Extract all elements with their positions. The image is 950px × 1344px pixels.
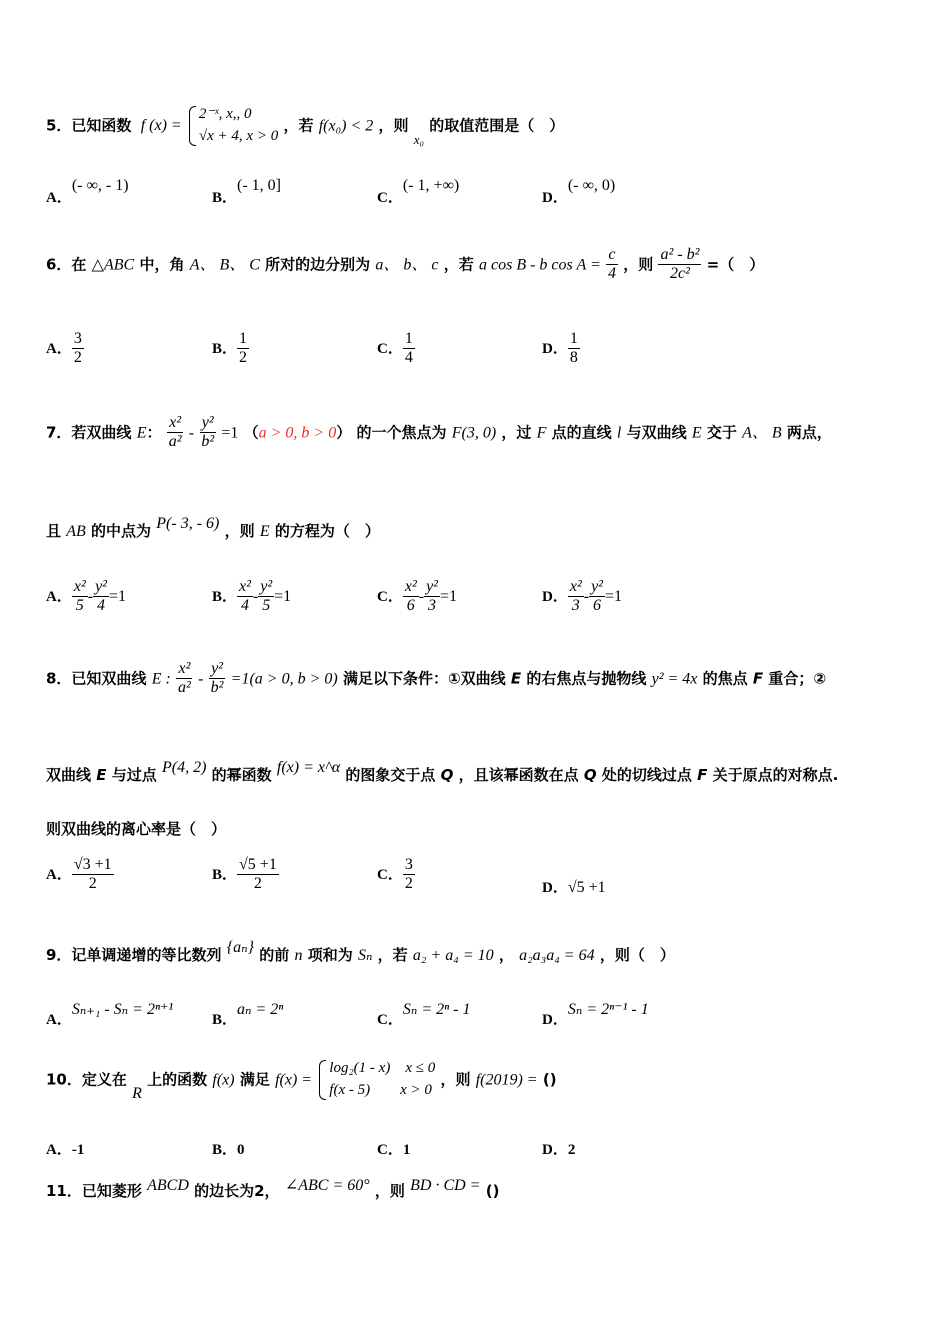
option-a: A． $\frac{\text{x²}}{5}$ - $\frac{\text{y²}}{4}$ =1 [46, 578, 127, 615]
option-c: C． $\frac{1}{4}$ [377, 330, 413, 367]
option-b: B． $\frac{\text{x²}}{4}$ - $\frac{\text{y²}}{5}$ =1 [212, 578, 292, 615]
option-c: C．1 [377, 1142, 411, 1158]
option-b: B． $\frac{√5 +1}{2}$ [212, 856, 277, 893]
option-b: B． $\frac{1}{2}$ [212, 330, 248, 367]
question-8-line2: 双曲线 E 与过点 P(4, 2) 的幂函数 f(x) = x^α 的图象交于点 Q ，且该幂函数在点 Q 处的切线过点 F 关于原点的对称点. [46, 759, 839, 784]
question-5: 5．已知函数 f (x) = 2⁻ˣ, x,, 0 √x + 4, x > 0 ，若 f(x₀) < 2 ，则 x₀ 的取值范围是（ ） [46, 106, 565, 148]
option-d: D．(- ∞, 0) [542, 177, 616, 206]
option-d: D． $\frac{1}{8}$ [542, 330, 578, 367]
option-a: A． $\frac{√3 +1}{2}$ [46, 856, 112, 893]
option-d: D． $\frac{\text{x²}}{3}$ - $\frac{\text{y²}}{6}$ =1 [542, 578, 623, 615]
option-d: D．Sₙ = 2ⁿ⁻¹ - 1 [542, 1001, 649, 1028]
question-7: 7．若双曲线 E： $\frac{\text{x²}}{\text{a²}}$ - $\frac{\text{y²}}{\text{b²}}$ =1 （a > 0, b > 0） 的一个焦点为 F(3, 0) ，过 F 点的直线 l 与双曲线 E 交于 A、 B 两点， [46, 414, 832, 451]
condition-red: a > 0, b > 0 [258, 424, 337, 442]
option-d: D．√5 +1 [542, 879, 606, 896]
option-c: C． $\frac{3}{2}$ [377, 856, 413, 893]
question-11: 11．已知菱形 ABCD 的边长为2， ∠ABC = 60° ，则 BD · CD = () [46, 1177, 500, 1200]
question-6: 6．在 △ABC 中，角 A、 B、 C 所对的边分别为 a、 b、 c ，若 a cos B - b cos A = $\frac{c}{4}$ ，则 $\frac{\text{a² - b²}}{\text{2c²}}$ =（ ） [46, 246, 765, 283]
piecewise-10: log₂(1 - x) x ≤ 0 f(x - 5) x > 0 [317, 1058, 435, 1102]
option-b: B．(- 1, 0] [212, 177, 281, 206]
piecewise-5: 2⁻ˣ, x,, 0 √x + 4, x > 0 [187, 104, 278, 148]
option-c: C．Sₙ = 2ⁿ - 1 [377, 1001, 471, 1028]
option-d: D．2 [542, 1142, 576, 1158]
question-8-line3: 则双曲线的离心率是（ ） [46, 820, 227, 838]
option-a: A．(- ∞, - 1) [46, 177, 129, 206]
question-8: 8．已知双曲线 E : $\frac{\text{x²}}{\text{a²}}$ - $\frac{\text{y²}}{\text{b²}}$ =1(a > 0, b > 0) 满足以下条件：①双曲线 E 的右焦点与抛物线 y² = 4x 的焦点 F 重合；② [46, 660, 827, 697]
option-a: A． $\frac{3}{2}$ [46, 330, 82, 367]
question-9: 9．记单调递增的等比数列 {aₙ} 的前 n 项和为 Sₙ ，若 a₂ + a₄ = 10 ， a₂a₃a₄ = 64 ，则（ ） [46, 939, 675, 964]
option-a: A．-1 [46, 1142, 85, 1158]
question-7-line2: 且 AB 的中点为 P(- 3, - 6) ，则 E 的方程为（ ） [46, 515, 380, 540]
option-c: C．(- 1, +∞) [377, 177, 460, 206]
option-b: B．aₙ = 2ⁿ [212, 1001, 284, 1028]
question-10: 10．定义在 R 上的函数 f(x) 满足 f(x) = log₂(1 - x) x ≤ 0 f(x - 5) x > 0 ，则 f(2019) = () [46, 1060, 557, 1103]
option-b: B．0 [212, 1142, 245, 1158]
option-c: C． $\frac{\text{x²}}{6}$ - $\frac{\text{y²}}{3}$ =1 [377, 578, 458, 615]
option-a: A．Sₙ₊₁ - Sₙ = 2ⁿ⁺¹ [46, 1001, 174, 1028]
